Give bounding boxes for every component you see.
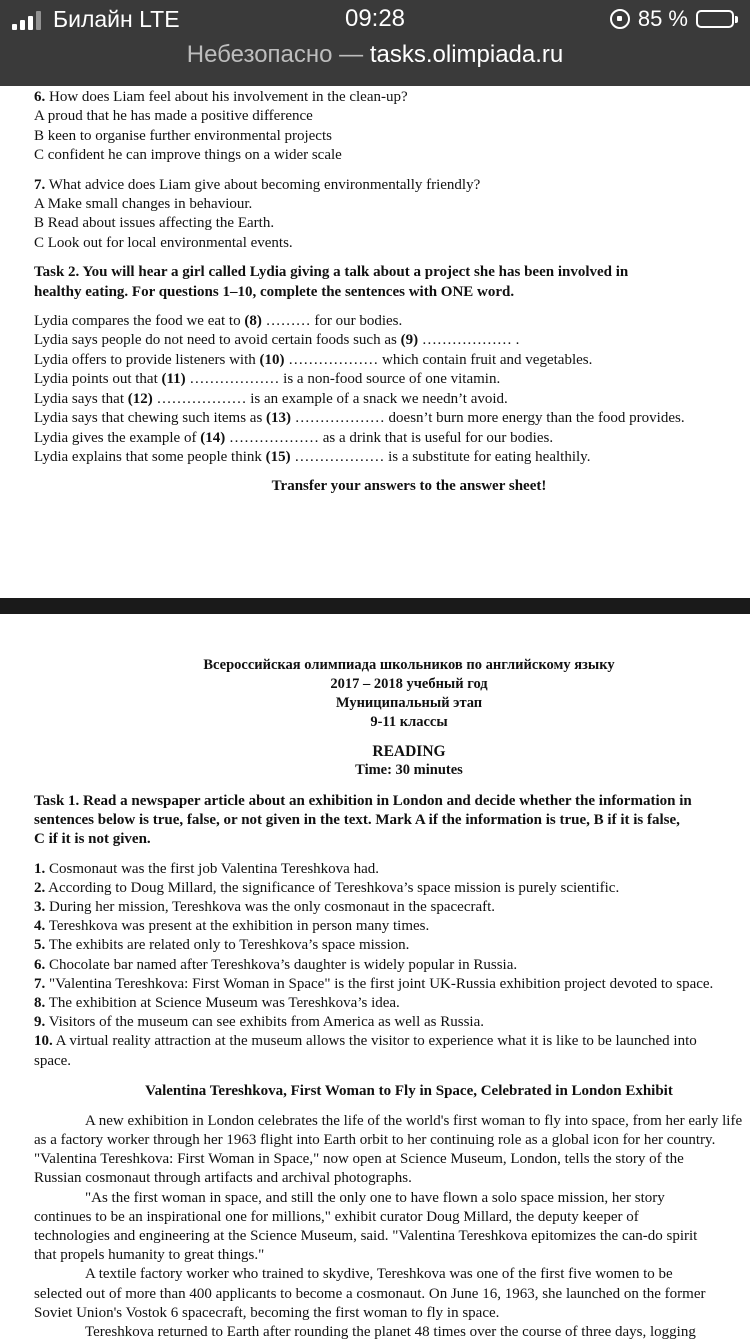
option: A proud that he has made a positive difference [34,108,313,125]
task-2-heading-cont: healthy eating. For questions 1–10, complete the sentences with ONE word. [34,283,515,300]
sentence-item: Lydia says that chewing such items as (13) ……………… doesn’t burn more energy than the food provides. [34,410,685,427]
task-1-heading-end: C if it is not given. [34,831,151,848]
statement-item: 9. Visitors of the museum can see exhibits from America as well as Russia. [34,1014,484,1031]
article-line: technologies and engineering at the Science Museum, said. "Valentina Tereshkova epitomizes the can-do spirit [34,1228,698,1245]
statement-item: 4. Tereshkova was present at the exhibition in person many times. [34,918,430,935]
olympiad-title: Всероссийская олимпиада школьников по английскому языку [203,657,615,673]
sentence-item: Lydia says people do not need to avoid certain foods such as (9) ……………… . [34,332,520,349]
school-year: 2017 – 2018 учебный год [330,676,488,692]
page-divider [0,598,750,614]
sentence-item: Lydia gives the example of (14) ……………… as a drink that is useful for our bodies. [34,429,554,446]
sentence-list [34,312,750,467]
insecure-label: Небезопасно — [186,41,364,68]
article-line: A textile factory worker who trained to skydive, Tereshkova was one of the first five women to be [85,1266,673,1283]
address-bar[interactable] [0,40,750,86]
clock: 09:28 [344,5,406,32]
reading-page [34,656,750,1342]
question-6 [34,88,750,107]
sentence-item: Lydia compares the food we eat to (8) ……… for our bodies. [34,313,403,330]
question-text: What advice does Liam give about becoming environmentally friendly? [48,176,481,193]
task-1-heading: Task 1. Read a newspaper article about an exhibition in London and decide whether the information in [34,793,692,809]
article-line: A new exhibition in London celebrates the life of the world's first woman to fly into space, from her early life [85,1112,743,1129]
question-number: 6. [34,89,46,105]
option: C confident he can improve things on a wider scale [34,147,342,164]
statement-item: 6. Chocolate bar named after Tereshkova’s daughter is widely popular in Russia. [34,956,518,973]
question-text: How does Liam feel about his involvement in the clean-up? [49,89,408,105]
article-line: that propels humanity to great things." [34,1247,265,1264]
option: B Read about issues affecting the Earth. [34,215,275,232]
article-title: Valentina Tereshkova, First Woman to Fly in Space, Celebrated in London Exhibit [145,1082,673,1099]
statement-10-cont: space. [34,1052,72,1069]
statement-item: 2. According to Doug Millard, the significance of Tereshkova’s space mission is purely scientific. [34,879,620,896]
article-line: selected out of more than 400 applicants to become a cosmonaut. On June 16, 1963, she launched on the former [34,1285,706,1302]
battery-icon [696,10,734,28]
task-2-heading: Task 2. You will hear a girl called Lydia giving a talk about a project she has been involved in [34,264,629,281]
option: B keen to organise further environmental projects [34,127,332,144]
sentence-item: Lydia offers to provide listeners with (10) ……………… which contain fruit and vegetables. [34,351,593,368]
carrier-name: Билайн [53,6,133,32]
article-body [34,1112,750,1342]
statement-item: 7. "Valentina Tereshkova: First Woman in Space" is the first joint UK-Russia exhibition project devoted to space. [34,975,714,992]
article-line: Soviet Union's Vostok 6 spacecraft, becoming the first woman to fly in space. [34,1304,500,1321]
status-bar [0,0,750,40]
option: C Look out for local environmental events. [34,234,293,251]
time-limit: Time: 30 minutes [355,762,463,778]
sentence-item: Lydia says that (12) ……………… is an example of a snack we needn’t avoid. [34,390,508,407]
rotation-lock-icon [610,9,630,29]
statement-item: 5. The exhibits are related only to Tereshkova’s space mission. [34,937,410,954]
article-line: as a factory worker through her 1963 flight into Earth orbit to her continuing role as a global icon for her country. [34,1132,716,1149]
network-type: LTE [139,6,180,32]
question-7 [34,176,750,195]
article-line: continues to be an inspirational one for millions," exhibit curator Doug Millard, the deputy keeper of [34,1208,639,1225]
statement-item: 3. During her mission, Tereshkova was the only cosmonaut in the spacecraft. [34,899,496,916]
sentence-item: Lydia explains that some people think (15) ……………… is a substitute for eating healthily. [34,448,591,465]
section-title: READING [372,743,446,760]
article-line: "Valentina Tereshkova: First Woman in Space," now open at Science Museum, London, tells the story of the [34,1151,684,1168]
transfer-note: Transfer your answers to the answer sheet! [271,478,547,495]
article-line: Tereshkova returned to Earth after rounding the planet 48 times over the course of three days, logging [85,1324,696,1341]
listening-page [34,88,750,497]
statement-list [34,860,750,1052]
url-domain: tasks.olimpiada.ru [369,41,564,68]
status-right [610,6,734,32]
statement-item: 1. Cosmonaut was the first job Valentina Tereshkova had. [34,860,379,877]
article-line: "As the first woman in space, and still the only one to have flown a solo space mission, her story [85,1189,665,1206]
stage: Муниципальный этап [335,695,483,711]
task-1-heading-cont: sentences below is true, false, or not given in the text. Mark A if the information is true, B if it is false, [34,812,680,829]
question-number: 7. [34,176,46,193]
grades: 9-11 классы [370,714,448,730]
battery-percent: 85 % [637,6,688,31]
statement-item: 8. The exhibition at Science Museum was Tereshkova’s idea. [34,995,400,1012]
sentence-item: Lydia points out that (11) ……………… is a non-food source of one vitamin. [34,371,501,388]
statement-item: 10. A virtual reality attraction at the museum allows the visitor to experience what it is like to be launched into [34,1033,697,1050]
option: A Make small changes in behaviour. [34,196,253,213]
article-line: Russian cosmonaut through artifacts and archival photographs. [34,1170,412,1187]
